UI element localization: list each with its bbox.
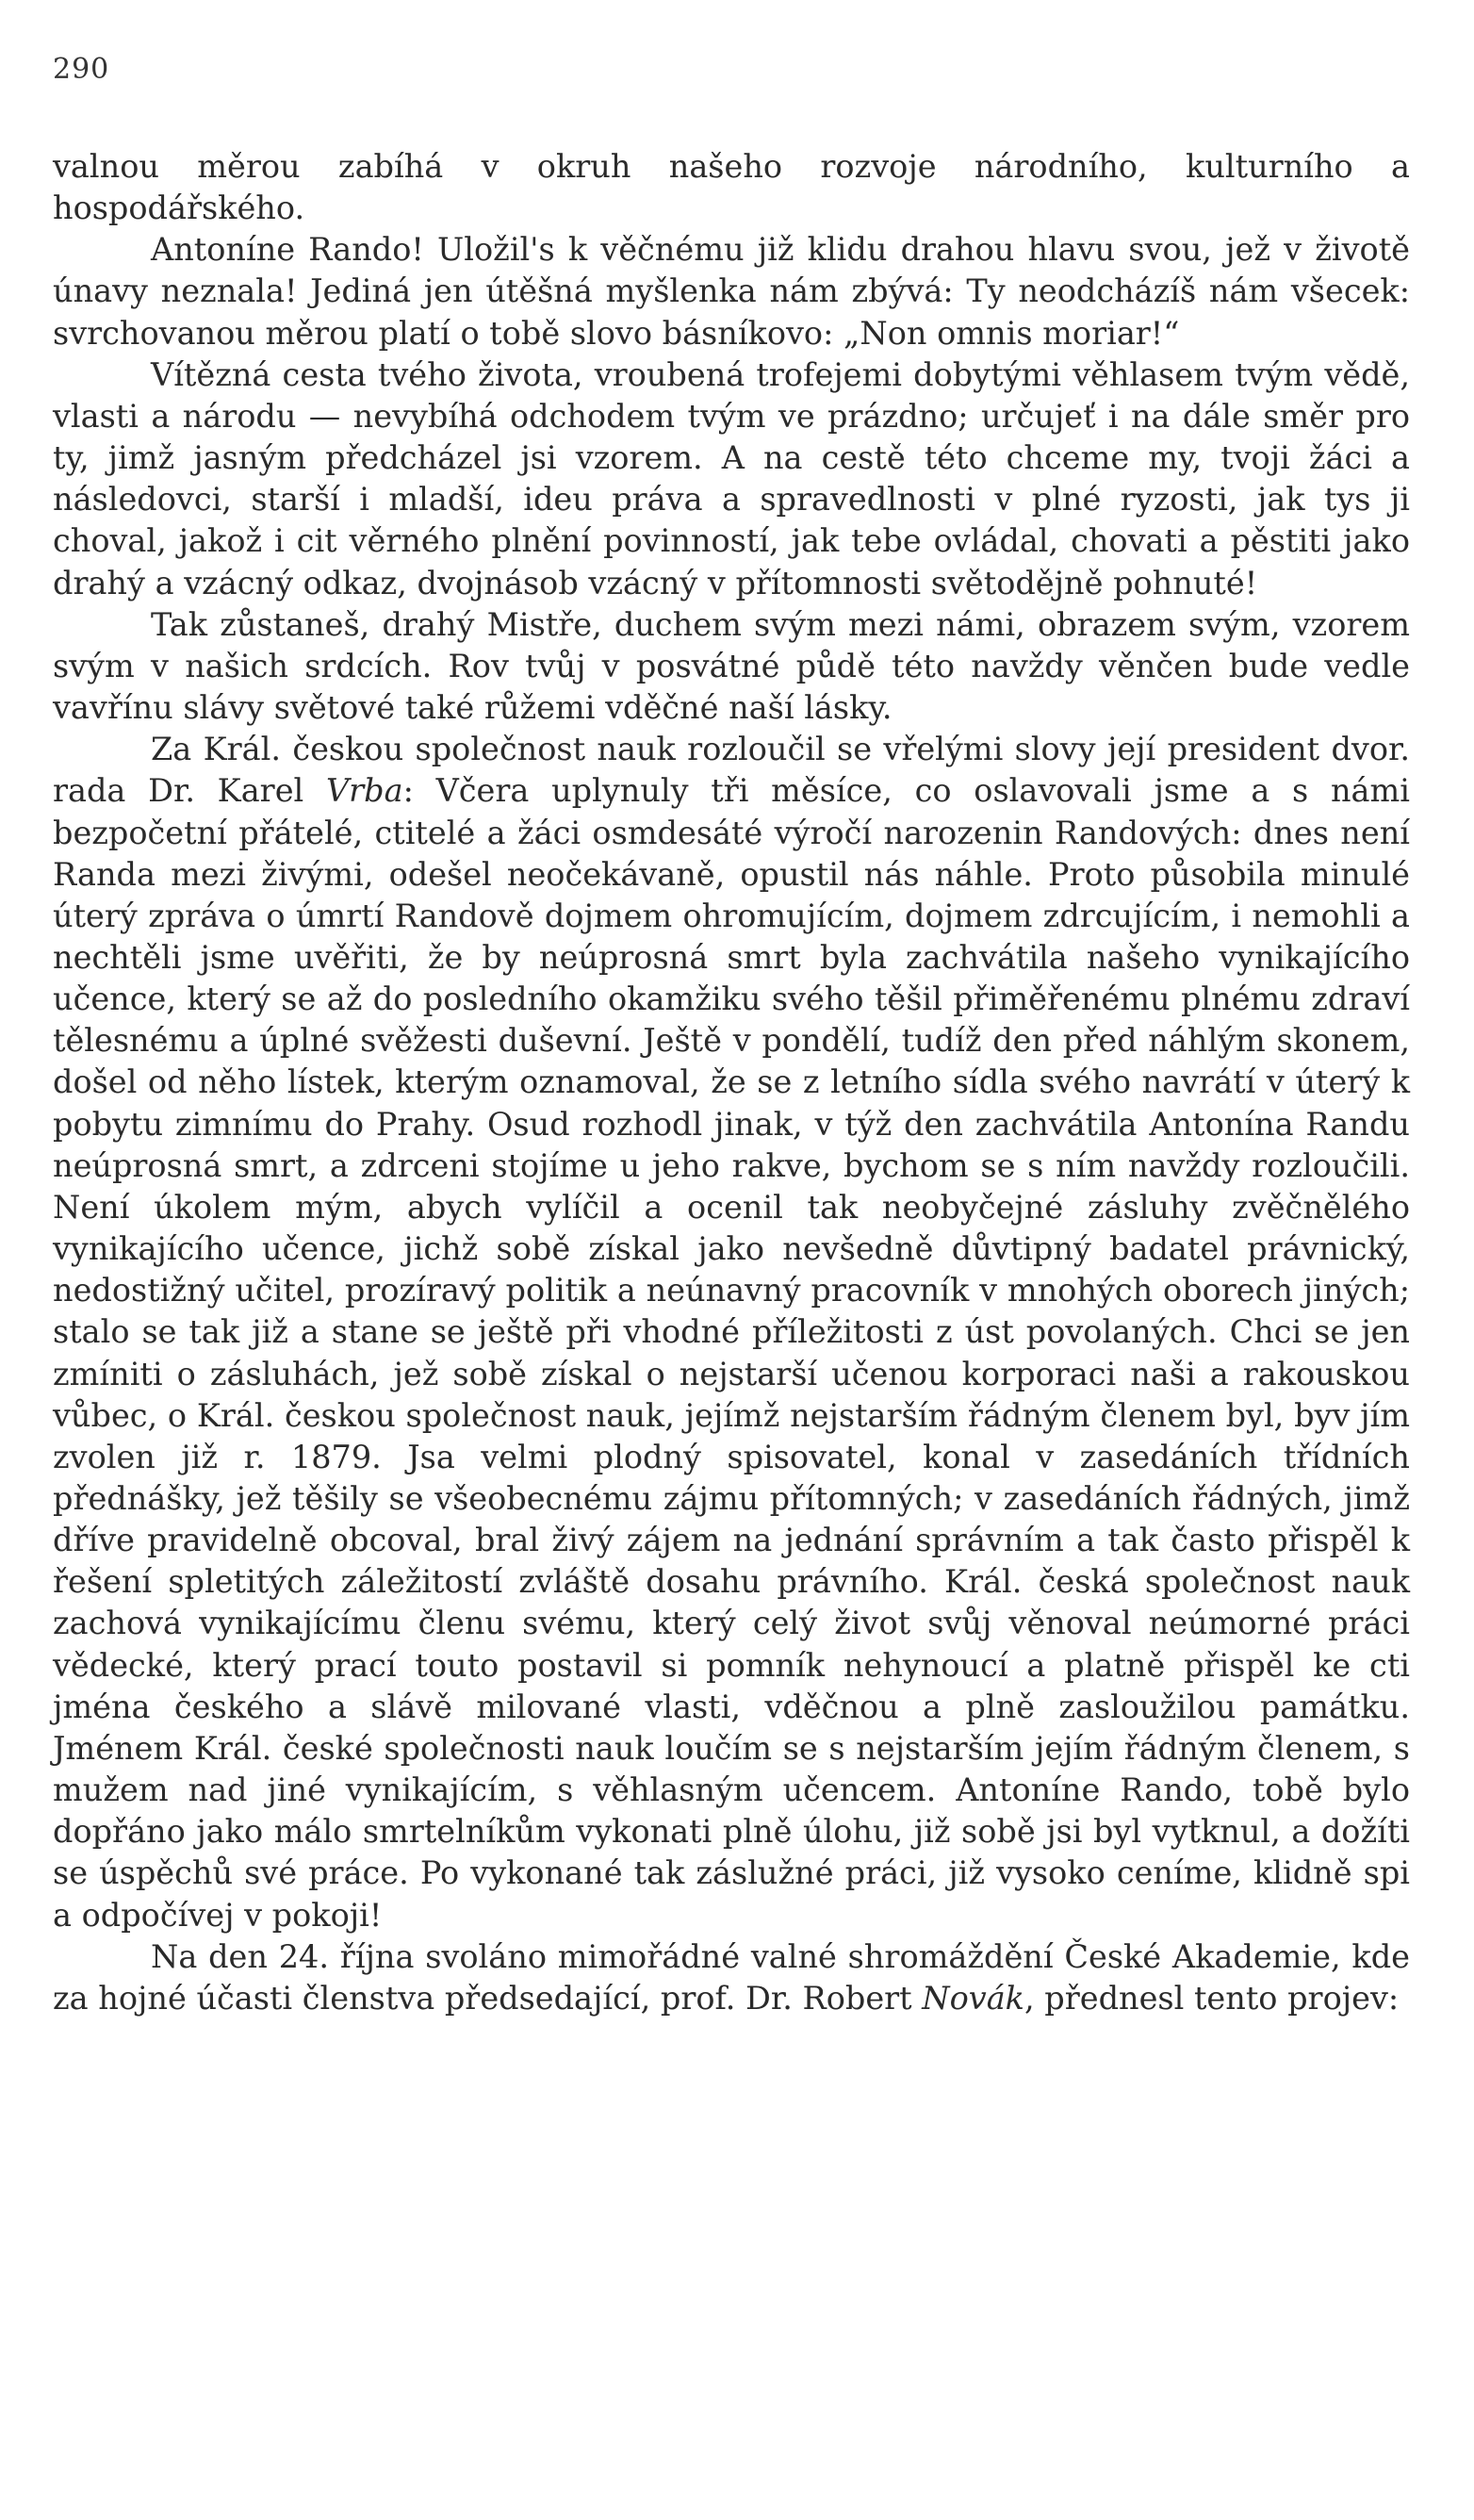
- academy-meeting-text-start: Na den 24. října svoláno mimořádné valné shromáždění České Akademie, kde za hojné účasti členstva předsedající, prof. Dr. Robert: [53, 1937, 1410, 2017]
- speaker-name-vrba: Vrba: [325, 772, 403, 810]
- paragraph-academy-meeting: [53, 1936, 1410, 2019]
- paragraph-society-farewell: [53, 729, 1410, 1936]
- page-number: 290: [53, 53, 110, 86]
- paragraph-continuation: valnou měrou zabíhá v okruh našeho rozvoje národního, kulturního a hospodářského.: [53, 148, 1410, 227]
- paragraph-remembrance: Tak zůstaneš, drahý Mistře, duchem svým mezi námi, obrazem svým, vzorem svým v našich srdcích. Rov tvůj v posvátné půdě této navždy věnčen bude vedle vavřínu slávy světové také růžemi vděčné naší lásky.: [53, 605, 1410, 727]
- society-farewell-text-rest: : Včera uplynuly tři měsíce, co oslavovali jsme a s námi bezpočetní přátelé, ctitelé a žáci osmdesáté výročí narozenin Randových: dnes není Randa mezi živými, odešel neočekávaně, opustil nás náhle. Proto působila minulé úterý zpráva o úmrtí Randově dojmem ohromujícím, dojmem zdrcujícím, i nemohli a nechtěli jsme uvěřiti, že by neúprosná smrt byla zachvátila našeho vynikajícího učence, který se až do posledního okamžiku svého těšil přiměřenému plnému zdraví tělesnému a úplné svěžesti duševní. Ještě v pondělí, tudíž den před náhlým skonem, došel od něho lístek, kterým oznamoval, že se z letního sídla svého navrátí v úterý k pobytu zimnímu do Prahy. Osud rozhodl jinak, v týž den zachvátila Antonína Randu neúprosná smrt, a zdrceni stojíme u jeho rakve, bychom se s ním navždy rozloučili. Není úkolem mým, abych vylíčil a ocenil tak neobyčejné zásluhy zvěčnělého vynikajícího učence, jichž sobě získal jako nevšedně důvtipný badatel právnický, nedostižný učitel, prozíravý politik a neúnavný pracovník v mnohých oborech jiných; stalo se tak již a stane se ještě při vhodné příležitosti z úst povolaných. Chci se jen zmíniti o zásluhách, jež sobě získal o nejstarší učenou korporaci naši a rakouskou vůbec, o Král. českou společnost nauk, jejímž nejstarším řádným členem byl, byv jím zvolen již r. 1879. Jsa velmi plodný spisovatel, konal v zasedáních třídních přednášky, jež těšily se všeobecnému zájmu přítomných; v zasedáních řádných, jimž dříve pravidelně obcoval, bral živý zájem na jednání správním a tak často přispěl k řešení spletitých záležitostí zvláště dosahu právního. Král. česká společnost nauk zachová vynikajícímu členu svému, který celý život svůj věnoval neúmorné práci vědecké, který prací touto postavil si pomník nehynoucí a platně přispěl ke cti jména českého a slávě milované vlasti, vděčnou a plně zasloužilou památku. Jménem Král. české společnosti nauk loučím se s nejstarším jejím řádným členem, s mužem nad jiné vynikajícím, s věhlasným učencem. Antoníne Rando, tobě bylo dopřáno jako málo smrtelníkům vykonati plně úlohu, již sobě jsi byl vytknul, a dožíti se úspěchů své práce. Po vykonané tak záslužné práci, již vysoko ceníme, klidně spi a odpočívej v pokoji!: [53, 772, 1410, 1934]
- society-farewell-text-start: Za Král. českou společnost nauk rozloučil se vřelými slovy její president dvor. rada Dr. Karel: [53, 731, 1410, 810]
- paragraph-legacy: Vítězná cesta tvého života, vroubená trofejemi dobytými věhlasem tvým vědě, vlasti a národu — nevybíhá odchodem tvým ve prázdno; určujeť i na dále směr pro ty, jimž jasným předcházel jsi vzorem. A na cestě této chceme my, tvoji žáci a následovci, starší i mladší, ideu práva a spravedlnosti v plné ryzosti, jak tys ji choval, jakož i cit věrného plnění povinností, jak tebe ovládal, chovati a pěstiti jako drahý a vzácný odkaz, dvojnásob vzácný v přítomnosti světodějně pohnuté!: [53, 355, 1410, 601]
- speaker-name-novak: Novák: [922, 1979, 1024, 2017]
- body-text: [53, 146, 1410, 2019]
- paragraph-farewell-address: Antoníne Rando! Uložil's k věčnému již klidu drahou hlavu svou, jež v životě únavy neznala! Jediná jen útěšná myšlenka nám zbývá: Ty neodcházíš nám všecek: svrchovanou měrou platí o tobě slovo básníkovo: „Non omnis moriar!“: [53, 231, 1410, 352]
- academy-meeting-text-end: , přednesl tento projev:: [1024, 1979, 1400, 2017]
